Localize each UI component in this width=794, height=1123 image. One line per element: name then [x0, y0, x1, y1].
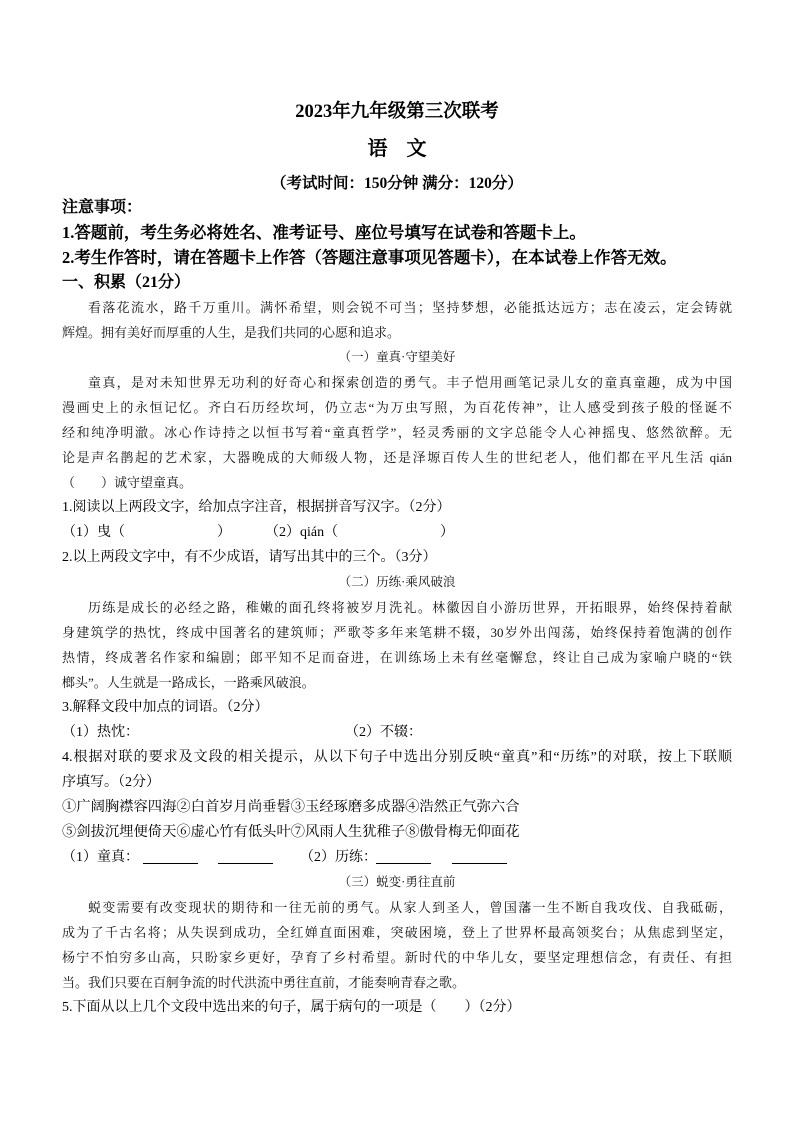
passage-line: 身建筑学的热忱，终成中国著名的建筑师；严歌苓多年来笔耕不辍，30岁外出闯荡，始终保持着饱满的创作: [62, 625, 732, 640]
notice-item: 1.答题前，考生务必将姓名、准考证号、座位号填写在试卷和答题卡上。: [62, 223, 586, 242]
passage-line: 童真，是对未知世界无功利的好奇心和探索创造的勇气。丰子恺用画笔记录儿女的童真童趣，成为中国: [88, 375, 732, 390]
question-prompt: 4.根据对联的要求及文段的相关提示，从以下句子中选出分别反映“童真”和“历练”的对联，按上下联顺: [62, 750, 732, 765]
question-prompt: 2.以上两段文字中，有不少成语，请写出其中的三个。（3分）: [62, 550, 437, 565]
couplet-option: ⑤剑拔沉埋便倚天: [62, 824, 177, 840]
intro-line: 辉煌。拥有美好而厚重的人生，是我们共同的心愿和追求。: [62, 325, 401, 340]
question-item-label: （1）曳（: [62, 525, 125, 540]
passage-line: 热情，终成著名作家和编剧；郎平知不足而奋进，在训练场上未有丝毫懈怠，终让自己成为家喻户晓的“铁: [62, 650, 732, 665]
passage-line: 经和纯净明澈。冰心作诗持之以恒书写着“童真哲学”，轻灵秀丽的文字总能令人心神摇曳、悠然欲醉。无: [62, 425, 732, 440]
couplet-option: ③玉经琢磨多成器: [290, 799, 406, 815]
couplet-option: ⑦风雨人生犹稚子: [290, 824, 406, 840]
question-prompt: 3.解释文段中加点的词语。（2分）: [62, 700, 269, 715]
passage-heading: （一）童真·守望美好: [338, 350, 456, 364]
question-item-close: ）: [440, 525, 454, 540]
couplet-options-row: [62, 795, 732, 820]
question-item-label: （2）不辍：: [345, 725, 422, 740]
subject-title: 语 文: [367, 138, 427, 160]
couplet-option: ②白首岁月尚垂髫: [176, 799, 291, 815]
notice-item: 2.考生作答时，请在答题卡上作答（答题注意事项见答题卡），在本试卷上作答无效。: [62, 248, 677, 267]
question-item-close: ）: [217, 525, 231, 540]
passage-line: 榔头”。人生就是一路成长，一路乘风破浪。: [62, 675, 315, 690]
question-items-row: [62, 520, 732, 545]
question-item-label: （1）热忱：: [62, 725, 139, 740]
answer-label: （2）历练：: [300, 850, 377, 865]
couplet-option: ④浩然正气弥六合: [405, 799, 520, 815]
answer-blank: [218, 863, 273, 864]
passage-line: 杨宁不怕穷多山高，只盼家乡更好，孕育了乡村希望。新时代的中华儿女，要坚定理想信念，有责任、有担: [62, 950, 732, 965]
answer-row: [62, 845, 732, 870]
exam-content: [62, 195, 732, 1020]
passage-line: 论是声名鹊起的艺术家，大器晚成的大师级人物，还是泽塬百传人生的世纪老人，他们都在平凡生活 qián: [62, 450, 732, 465]
passage-line: （ ）诚守望童真。: [62, 475, 193, 490]
question-items-row: [62, 720, 732, 745]
intro-line: 看落花流水，路千万重川。满怀希望，则会锐不可当；坚持梦想，必能抵达远方；志在凌云，定会铸就: [88, 300, 732, 315]
passage-heading: （二）历练·乘风破浪: [338, 575, 456, 589]
passage-heading: （三）蜕变·勇往直前: [338, 875, 456, 889]
couplet-option: ①广阔胸襟容四海: [62, 799, 177, 815]
answer-blank: [452, 863, 507, 864]
answer-label: （1）童真：: [62, 850, 139, 865]
answer-blank: [143, 863, 198, 864]
passage-line: 蜕变需要有改变现状的期待和一往无前的勇气。从家人到圣人，曾国藩一生不断自我攻伐、自我砥砺，: [88, 900, 732, 915]
exam-title: 2023年九年级第三次联考: [295, 102, 499, 122]
couplet-option: ⑧傲骨梅无仰面花: [405, 824, 520, 840]
passage-line: 当。我们只要在百舸争流的时代洪流中勇往直前，才能奏响青春之歌。: [62, 975, 466, 990]
passage-line: 历练是成长的必经之路，稚嫩的面孔终将被岁月洗礼。林徽因自小游历世界，开拓眼界，始终保持着献: [88, 600, 732, 615]
question-item-label: （2）qián（: [265, 525, 339, 540]
couplet-options-row: [62, 820, 732, 845]
exam-info: （考试时间：150分钟 满分：120分）: [271, 175, 523, 192]
question-prompt: 5.下面从以上几个文段中选出来的句子，属于病句的一项是（ ）（2分）: [62, 1000, 521, 1015]
passage-line: 成为了千古名将；从失误到成功，全红婵直面困难，突破困境，登上了世界杯最高领奖台；从焦虑到坚定，: [62, 925, 732, 940]
question-prompt: 1.阅读以上两段文字，给加点字注音，根据拼音写汉字。（2分）: [62, 500, 451, 515]
answer-blank: [376, 863, 431, 864]
section-heading: 一、积累（21分）: [62, 274, 191, 291]
notice-heading: 注意事项：: [62, 199, 143, 216]
question-prompt: 序填写。（2分）: [62, 775, 160, 790]
passage-line: 漫画史上的永恒记忆。齐白石历经坎坷，仍立志“为万虫写照，为百花传神”，让人感受到孩子般的怪诞不: [62, 400, 732, 415]
couplet-option: ⑥虚心竹有低头叶: [176, 824, 291, 840]
